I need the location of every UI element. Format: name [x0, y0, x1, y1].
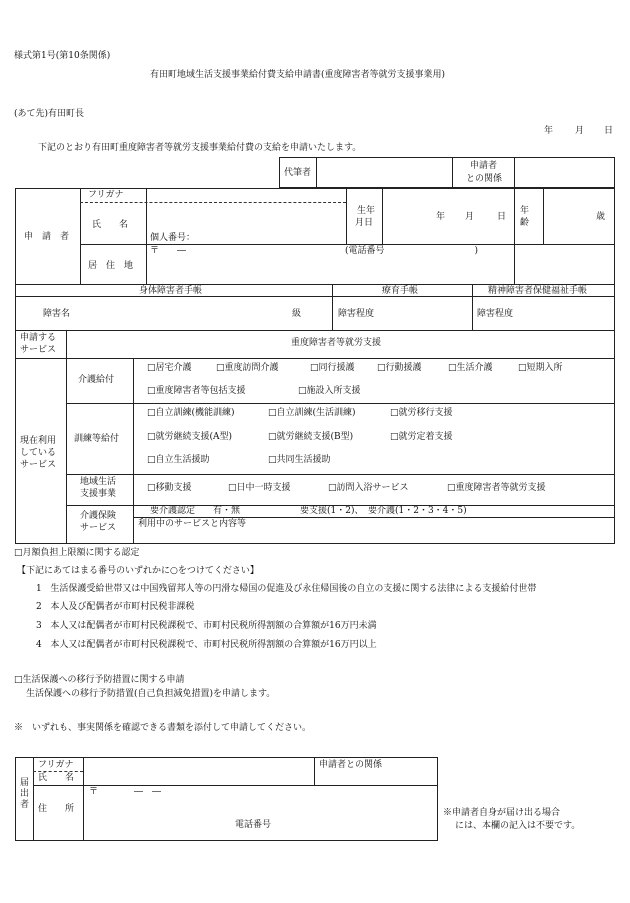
ltc-certification: 要介護認定 有・無: [150, 506, 241, 516]
checkbox-mobility-support[interactable]: □ 移動支援: [147, 484, 192, 493]
checkbox-severe-work-support[interactable]: □ 重度障害者等就労支援: [447, 484, 546, 493]
relation-label-2: との関係: [466, 174, 503, 184]
notifier-name-input[interactable]: [84, 758, 313, 784]
ltc-support-levels: 要支援(1・2)、 要介護(1・2・3・4・5): [300, 506, 467, 516]
checkbox-short-stay[interactable]: □ 短期入所: [518, 364, 563, 373]
ltc-label-2: サービス: [80, 523, 117, 533]
handbook-physical: 身体障害者手帳: [139, 286, 203, 296]
welfare-transition-heading: 生活保護への移行予防措置に関する申請: [22, 675, 185, 685]
ltc-services-in-use-label: 利用中のサービスと内容等: [138, 519, 247, 529]
applicant-section-label: 申 請 者: [24, 232, 70, 242]
age-label-2: 齢: [520, 218, 530, 228]
notifier-relation-label: 申請者との関係: [319, 760, 383, 770]
checkbox-behavior-support[interactable]: □ 行動援護: [377, 364, 422, 373]
notifier-address-label: 住 所: [38, 804, 75, 814]
community-support-label-1: 地域生活: [80, 477, 117, 487]
birth-date-input[interactable]: [383, 189, 513, 243]
option-4[interactable]: 4 本人又は配偶者が市町村民税課税で、市町村民税所得割額の合算額が16万円以上: [36, 640, 377, 650]
requested-service-label-2: サービス: [20, 345, 57, 355]
checkbox-severe-visit-care[interactable]: □ 重度訪問介護: [216, 364, 279, 373]
checkbox-home-care[interactable]: □ 居宅介護: [147, 364, 192, 373]
disability-name-input[interactable]: [80, 298, 288, 328]
checkbox-independent-living[interactable]: □ 自立生活援助: [147, 456, 210, 465]
checkbox-daytime-support[interactable]: □ 日中一時支援: [228, 484, 291, 493]
ltc-services-input[interactable]: [134, 531, 614, 543]
notifier-remark-1: ※申請者自身が届け出る場合: [443, 808, 561, 818]
grade-label: 級: [292, 309, 302, 319]
intro-text: 下記のとおり有田町重度障害者等就労支援事業給付費の支給を申請いたします。: [38, 143, 362, 153]
checkbox-daily-care[interactable]: □ 生活介護: [448, 364, 493, 373]
notifier-relation-input[interactable]: [315, 772, 437, 784]
birth-year-unit: 年: [436, 212, 446, 222]
handbook-rehab: 療育手帳: [382, 286, 419, 296]
birth-day-unit: 日: [497, 212, 507, 222]
birth-label-1: 生年: [357, 206, 376, 216]
checkbox-functional-training[interactable]: □ 自立訓練(機能訓練): [147, 409, 235, 418]
requested-service-label-1: 申請する: [20, 333, 57, 343]
checkbox-work-transition[interactable]: □ 就労移行支援: [390, 409, 453, 418]
current-services-label-2: している: [20, 448, 57, 458]
checkbox-work-retention[interactable]: □ 就労定着支援: [390, 433, 453, 442]
current-services-label-3: サービス: [20, 460, 57, 470]
attachment-note: ※ いずれも、事実関係を確認できる書類を添付して申請してください。: [14, 723, 312, 733]
phone-label: (電話番号 ): [345, 246, 479, 256]
proxy-input[interactable]: [317, 158, 451, 187]
notifier-remark-2: には、本欄の記入は不要です。: [455, 821, 581, 831]
relation-label-1: 申請者: [470, 161, 498, 171]
care-benefits-label: 介護給付: [78, 375, 115, 385]
relation-input[interactable]: [515, 158, 614, 187]
address-input[interactable]: [147, 257, 513, 283]
monthly-cap-checkbox[interactable]: [14, 549, 140, 558]
disability-name-label: 障害名: [43, 309, 71, 319]
ltc-label-1: 介護保険: [80, 511, 117, 521]
checkbox-home-bathing[interactable]: □ 訪問入浴サービス: [328, 484, 409, 493]
addressee: (あて先)有田町長: [14, 109, 85, 119]
applicant-name-label: 氏 名: [92, 220, 129, 230]
address-label: 居 住 地: [88, 261, 134, 271]
checkbox-work-continuation-b[interactable]: □ 就労継続支援(B型): [268, 433, 353, 442]
notifier-phone-label: 電話番号: [235, 820, 272, 830]
age-unit: 歳: [596, 212, 606, 222]
monthly-cap-instruction: 【下記にあてはまる番号のいずれかに○をつけてください】: [17, 566, 259, 576]
checkbox-accompany-support[interactable]: □ 同行援護: [310, 364, 355, 373]
welfare-transition-checkbox[interactable]: [14, 676, 185, 685]
age-input[interactable]: [544, 189, 594, 243]
notifier-address-input[interactable]: [84, 799, 437, 817]
option-1[interactable]: 1 生活保護受給世帯又は中国残留邦人等の円滑な帰国の促進及び永住帰国後の自立の支援に関する法律による支援給付世帯: [36, 584, 537, 594]
applicant-furigana-input[interactable]: [147, 189, 345, 201]
birth-label-2: 月日: [355, 218, 374, 228]
rehab-degree-label: 障害程度: [338, 309, 375, 319]
checkbox-work-continuation-a[interactable]: □ 就労継続支援(A型): [147, 433, 232, 442]
personal-number-input[interactable]: [200, 231, 345, 243]
notifier-furigana-label: フリガナ: [38, 760, 74, 770]
monthly-cap-heading: 月額負担上限額に関する認定: [22, 548, 140, 558]
personal-number-label: 個人番号：: [150, 233, 196, 243]
checkbox-life-training[interactable]: □ 自立訓練(生活訓練): [268, 409, 356, 418]
notifier-postal: 〒 ― ―: [89, 787, 162, 797]
option-2[interactable]: 2 本人及び配偶者が市町村民税非課税: [36, 602, 195, 612]
mental-degree-label: 障害程度: [477, 309, 514, 319]
birth-month-unit: 月: [465, 212, 475, 222]
checkbox-facility-admission[interactable]: □ 施設入所支援: [298, 387, 361, 396]
form-number: 様式第1号(第10条関係): [14, 51, 111, 61]
applicant-furigana-label: フリガナ: [88, 190, 124, 200]
welfare-transition-body: 生活保護への移行予防措置(自己負担減免措置)を申請します。: [26, 689, 276, 699]
checkbox-comprehensive-support[interactable]: □ 重度障害者等包括支援: [147, 387, 246, 396]
notifier-name-label: 氏 名: [38, 773, 75, 783]
training-benefits-label: 訓練等給付: [74, 434, 120, 444]
document-title: 有田町地域生活支援事業給付費支給申請書(重度障害者等就労支援事業用): [150, 70, 446, 80]
proxy-label: 代筆者: [284, 168, 312, 178]
date-day: 日: [604, 126, 614, 136]
checkbox-group-living[interactable]: □ 共同生活援助: [268, 456, 331, 465]
date-month: 月: [575, 126, 585, 136]
age-label-1: 年: [520, 206, 530, 216]
date-year: 年: [544, 126, 554, 136]
community-support-label-2: 支援事業: [80, 489, 117, 499]
postal-mark: 〒 ―: [150, 246, 187, 256]
handbook-mental: 精神障害者保健福祉手帳: [488, 286, 588, 296]
requested-service-value: 重度障害者等就労支援: [291, 338, 382, 348]
applicant-name-input[interactable]: [147, 204, 345, 230]
notifier-label: 届出者: [18, 777, 28, 810]
option-3[interactable]: 3 本人又は配偶者が市町村民税課税で、市町村民税所得割額の合算額が16万円未満: [36, 621, 377, 631]
current-services-label-1: 現在利用: [20, 436, 57, 446]
